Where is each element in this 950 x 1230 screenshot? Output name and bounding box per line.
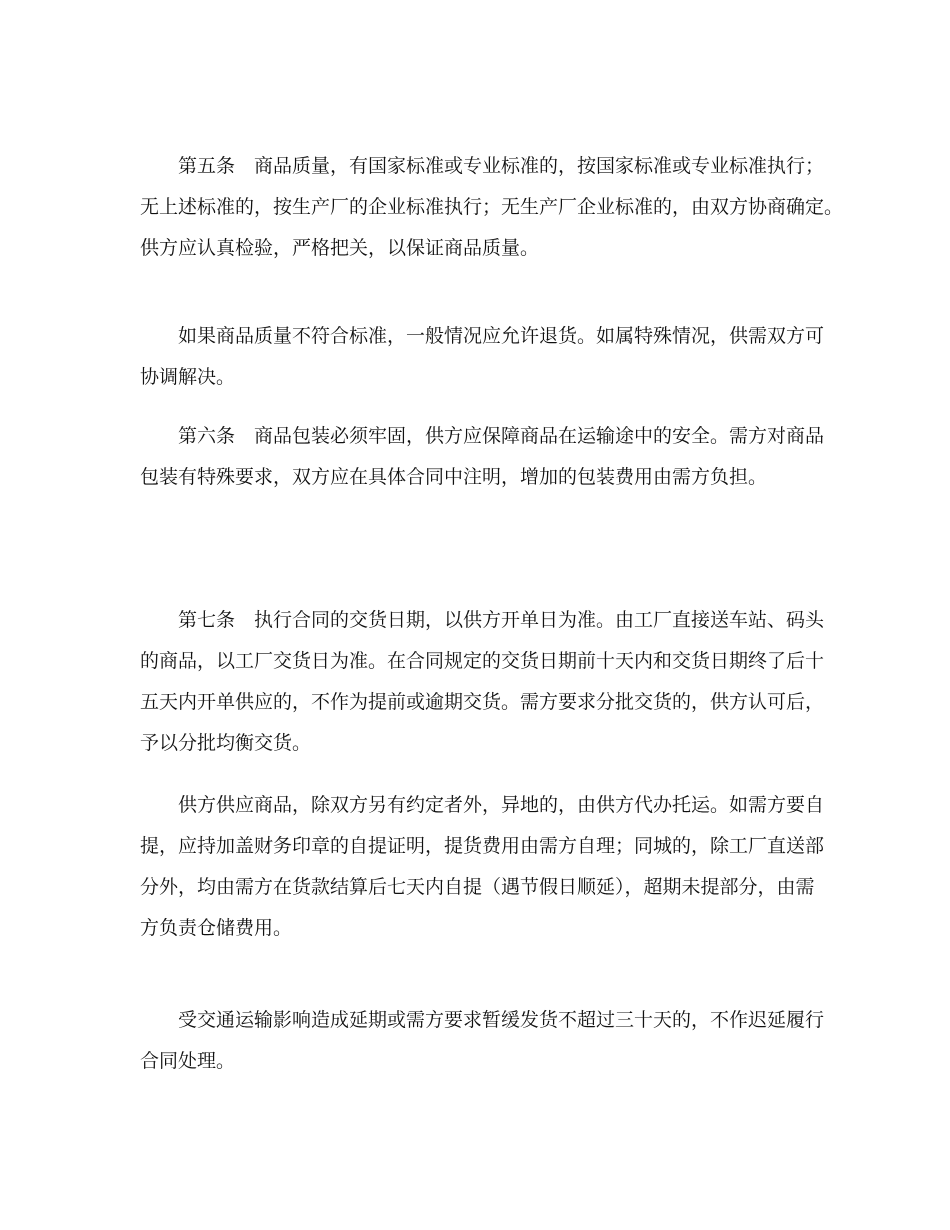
text-line: 的商品，以工厂交货日为准。在合同规定的交货日期前十天内和交货日期终了后十 [140, 650, 825, 672]
text-line: 分外，均由需方在货款结算后七天内自提（遇节假日顺延），超期未提部分，由需 [140, 876, 815, 898]
text-line: 供方应认真检验，严格把关，以保证商品质量。 [140, 237, 540, 259]
paragraph-article-6 [140, 416, 840, 498]
text-line: 予以分批均衡交货。 [140, 732, 312, 754]
paragraph-article-7 [140, 600, 840, 764]
text-line: 合同处理。 [140, 1050, 236, 1072]
text-line: 第五条 商品质量，有国家标准或专业标准的，按国家标准或专业标准执行； [178, 155, 825, 177]
text-line: 协调解决。 [140, 366, 236, 388]
text-line: 五天内开单供应的，不作为提前或逾期交货。需方要求分批交货的，供方认可后， [140, 691, 825, 713]
text-line: 无上述标准的，按生产厂的企业标准执行；无生产厂企业标准的，由双方协商确定。 [140, 196, 844, 218]
paragraph-article-5 [140, 146, 844, 269]
text-line: 第七条 执行合同的交货日期，以供方开单日为准。由工厂直接送车站、码头 [178, 609, 825, 631]
text-line: 如果商品质量不符合标准，一般情况应允许退货。如属特殊情况，供需双方可 [178, 325, 825, 347]
text-line: 包装有特殊要求，双方应在具体合同中注明，增加的包装费用由需方负担。 [140, 466, 768, 488]
paragraph-transport-delay [140, 1000, 840, 1082]
text-line: 第六条 商品包装必须牢固，供方应保障商品在运输途中的安全。需方对商品 [178, 425, 825, 447]
text-line: 受交通运输影响造成延期或需方要求暂缓发货不超过三十天的，不作迟延履行 [178, 1009, 825, 1031]
text-line: 供方供应商品，除双方另有约定者外，异地的，由供方代办托运。如需方要自 [178, 794, 825, 816]
text-line: 方负责仓储费用。 [140, 917, 293, 939]
paragraph-quality-return [140, 316, 840, 398]
paragraph-delivery-method [140, 785, 840, 949]
text-line: 提，应持加盖财务印章的自提证明，提货费用由需方自理；同城的，除工厂直送部 [140, 835, 825, 857]
